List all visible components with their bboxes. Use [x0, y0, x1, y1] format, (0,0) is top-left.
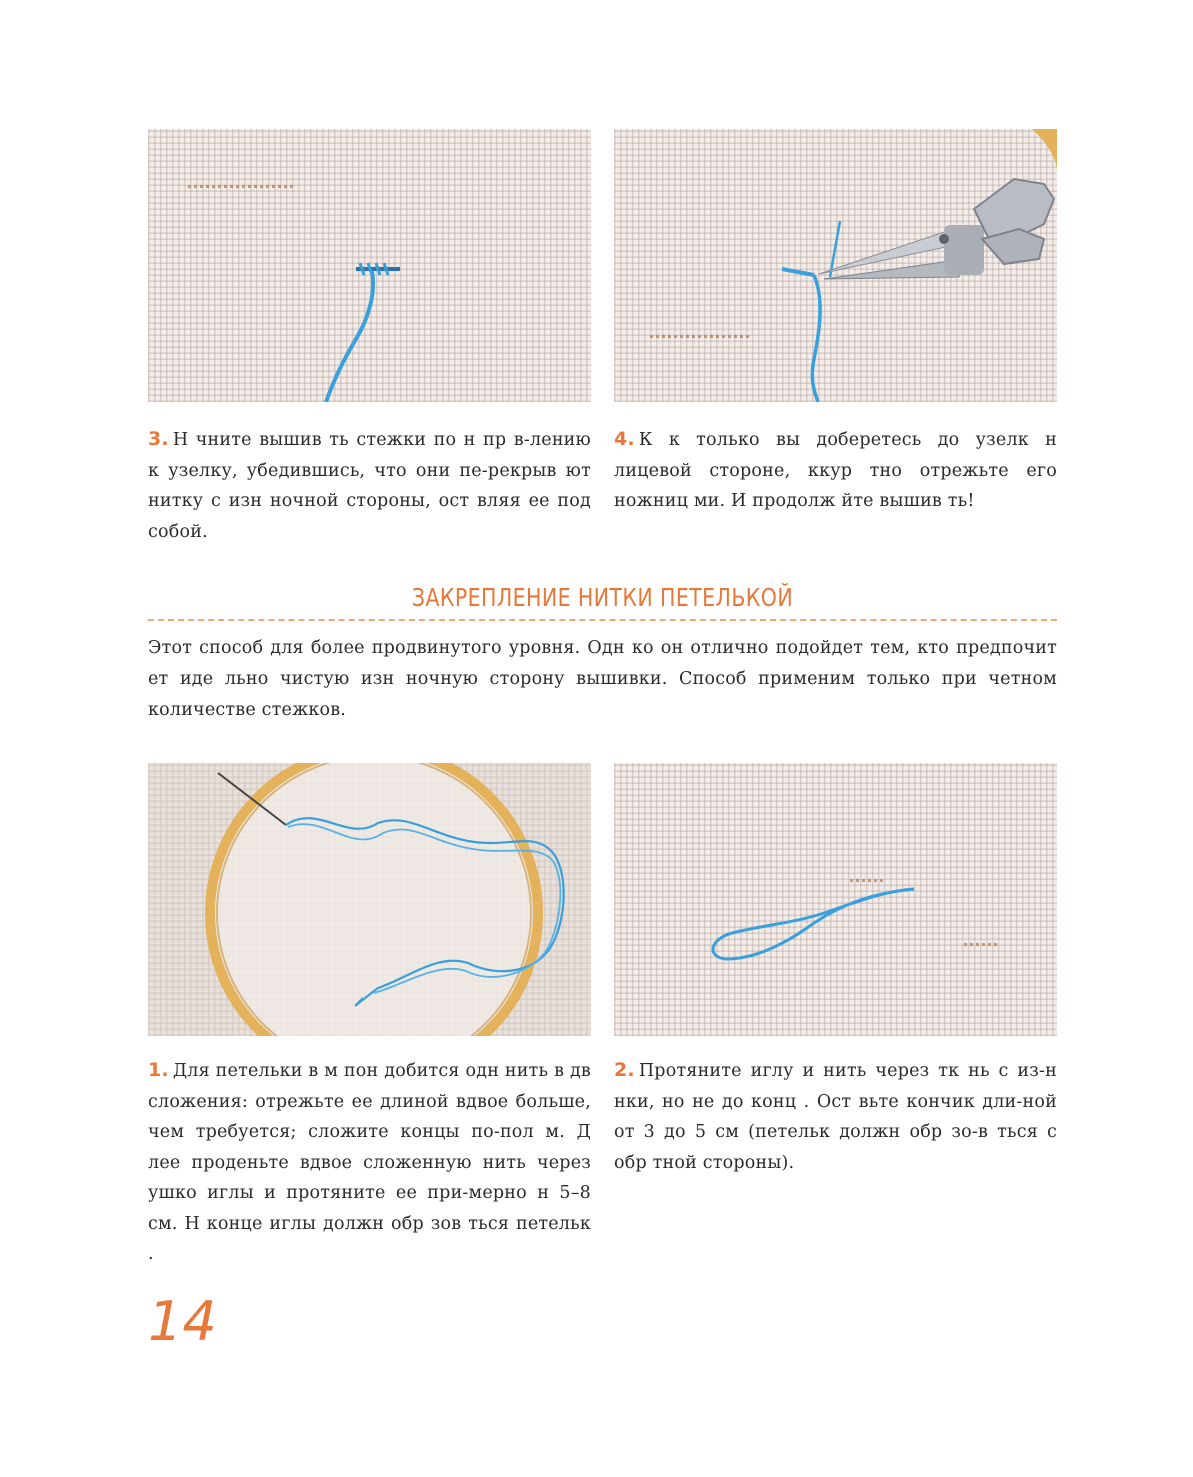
- step-number: 3.: [148, 428, 169, 450]
- photo-step-2-loop: [614, 763, 1057, 1036]
- step-number: 2.: [614, 1059, 635, 1081]
- section-divider: [148, 619, 1057, 621]
- page-number: 14: [148, 1290, 217, 1353]
- caption-step-3: [148, 424, 591, 547]
- step-text: Протяните иглу и нить через тк нь с из-н нки, но не до конц . Ост вьте кончик дли-ной от 3 до 5 см (петельк должн обр зо-в ться с обр тной стороны).: [614, 1061, 1057, 1173]
- caption-step-1: [148, 1055, 591, 1270]
- photo-step-4-illustration: [614, 129, 1057, 402]
- step-text: Для петельки в м пон добится одн нить в дв сложения: отрежьте ее длиной вдвое больше, чем требуется; сложите концы по-пол м. Д лее проденьте вдвое сложенную нить через ушко иглы и протяните ее при-мерно н 5–8 см. Н конце иглы должн обр зов ться петельк .: [148, 1061, 591, 1264]
- photo-step-1-illustration: [148, 763, 591, 1036]
- caption-step-4: [614, 424, 1057, 517]
- step-text: К к только вы доберетесь до узелк н лицевой стороне, ккур тно отрежьте его ножниц ми. И продолж йте вышив ть!: [614, 430, 1057, 511]
- step-text: Н чните вышив ть стежки по н пр в-лению к узелку, убедившись, что они пе-рекрыв ют нитку с изн ночной стороны, ост вляя ее под собой.: [148, 430, 591, 542]
- caption-step-2: [614, 1055, 1057, 1178]
- photo-step-3-illustration: [148, 129, 591, 402]
- section-title: ЗАКРЕПЛЕНИЕ НИТКИ ПЕТЕЛЬКОЙ: [411, 583, 794, 612]
- step-number: 4.: [614, 428, 635, 450]
- photo-step-2-illustration: [614, 763, 1057, 1036]
- photo-step-4-cutting: [614, 129, 1057, 402]
- photo-step-3-stitching: [148, 129, 591, 402]
- photo-step-1-hoop-needle: [148, 763, 591, 1036]
- section-intro: Этот способ для более продвинутого уровня. Одн ко он отлично подойдет тем, кто предпочит ет иде льно чистую изн ночную сторону вышивки. Способ применим только при четном количестве стежков.: [148, 638, 1057, 720]
- step-number: 1.: [148, 1059, 169, 1081]
